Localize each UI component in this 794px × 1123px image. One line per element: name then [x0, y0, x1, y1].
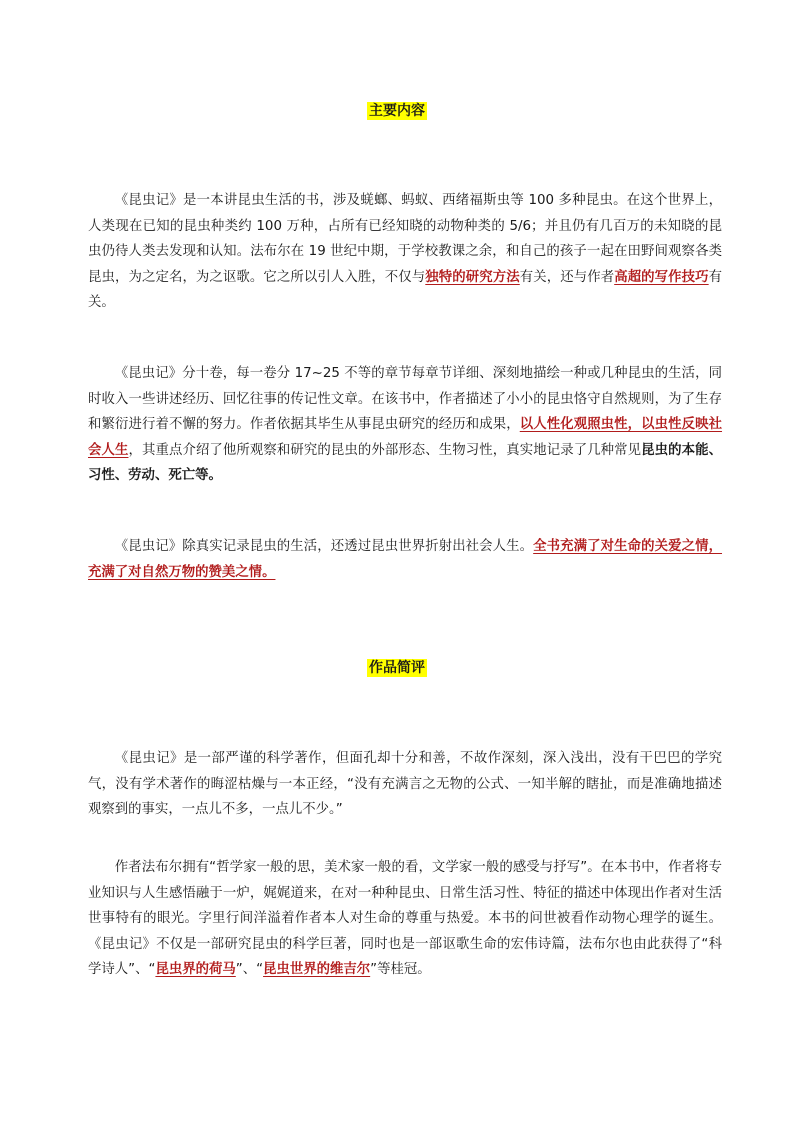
- text-run: ”等桂冠。: [370, 962, 431, 977]
- highlight-love-of-life: 全书充满了对生命的关爱之情，充满了对自然万物的赞美之情。: [88, 539, 723, 580]
- text-run: 作者法布尔拥有“哲学家一般的思，美术家一般的看，文学家一般的感受与抒写”。在本书中，作者将专业知识与人生感悟融于一炉，娓娓道来，在对一种种昆虫、日常生活习性、特征的描述中体现出作者对生活世事特有的眼光。字里行间洋溢着作者本人对生命的尊重与热爱。本书的问世被看作动物心理学的诞生。《昆虫记》不仅是一部研究昆虫的科学巨著，同时也是一部讴歌生命的宏伟诗篇，法布尔也由此获得了“科学诗人”、“: [88, 860, 722, 977]
- section-heading-review: [0, 657, 794, 679]
- text-run: 有关，还与作者: [519, 269, 615, 285]
- paragraph-review-2: [88, 855, 722, 983]
- bold-insect-instincts: 昆虫的本能、习性、劳动、死亡等。: [88, 442, 723, 483]
- paragraph-review-1: [88, 746, 722, 823]
- highlight-virgil: 昆虫世界的维吉尔: [263, 962, 371, 977]
- highlight-humanized-view: 以人性化观照虫性，以虫性反映社会人生: [88, 417, 723, 458]
- highlight-research-method: 独特的研究方法: [425, 269, 520, 285]
- paragraph-theme: [88, 534, 722, 585]
- text-run: 《昆虫记》是一本讲昆虫生活的书，涉及蜣螂、蚂蚁、西绪福斯虫等 100 多种昆虫。在这个世界上，人类现在已知的昆虫种类约 100 万种，占所有已经知晓的动物种类的 5/6；并且仍有几百万的未知晓的昆虫仍待人类去发现和认知。法布尔在 19 世纪中期，于学校教课之余，和自己的孩子一起在田野间观察各类昆虫，为之定名，为之讴歌。它之所以引人入胜，不仅与: [88, 193, 722, 285]
- text-run: 《昆虫记》分十卷，每一卷分 17~25 不等的章节每章节详细、深刻地描绘一种或几种昆虫的生活，同时收入一些讲述经历、回忆往事的传记性文章。在该书中，作者描述了小小的昆虫恪守自然规则，为了生存和繁衍进行着不懈的努力。作者依据其毕生从事昆虫研究的经历和成果，: [88, 366, 722, 432]
- highlight-writing-skill: 高超的写作技巧: [614, 269, 709, 285]
- text-run: 《昆虫记》是一部严谨的科学著作，但面孔却十分和善，不故作深刻，深入浅出，没有干巴巴的学究气，没有学术著作的晦涩枯燥与一本正经，“没有充满言之无物的公式、一知半解的瞎扯，而是准确地描述观察到的事实，一点儿不多，一点儿不少。”: [88, 751, 722, 817]
- highlight-homer: 昆虫界的荷马: [155, 962, 236, 977]
- heading-highlight: 主要内容: [369, 103, 425, 119]
- text-run: ，其重点介绍了他所观察和研究的昆虫的外部形态、生物习性，真实地记录了几种常见: [128, 442, 642, 458]
- paragraph-structure: [88, 361, 722, 489]
- text-run: 有关。: [88, 269, 723, 310]
- heading-highlight: 作品简评: [369, 660, 425, 676]
- section-heading-main-content: [0, 100, 794, 122]
- text-run: 《昆虫记》除真实记录昆虫的生活，还透过昆虫世界折射出社会人生。: [114, 539, 534, 554]
- text-run: ”、“: [235, 962, 264, 977]
- paragraph-intro: [88, 188, 722, 316]
